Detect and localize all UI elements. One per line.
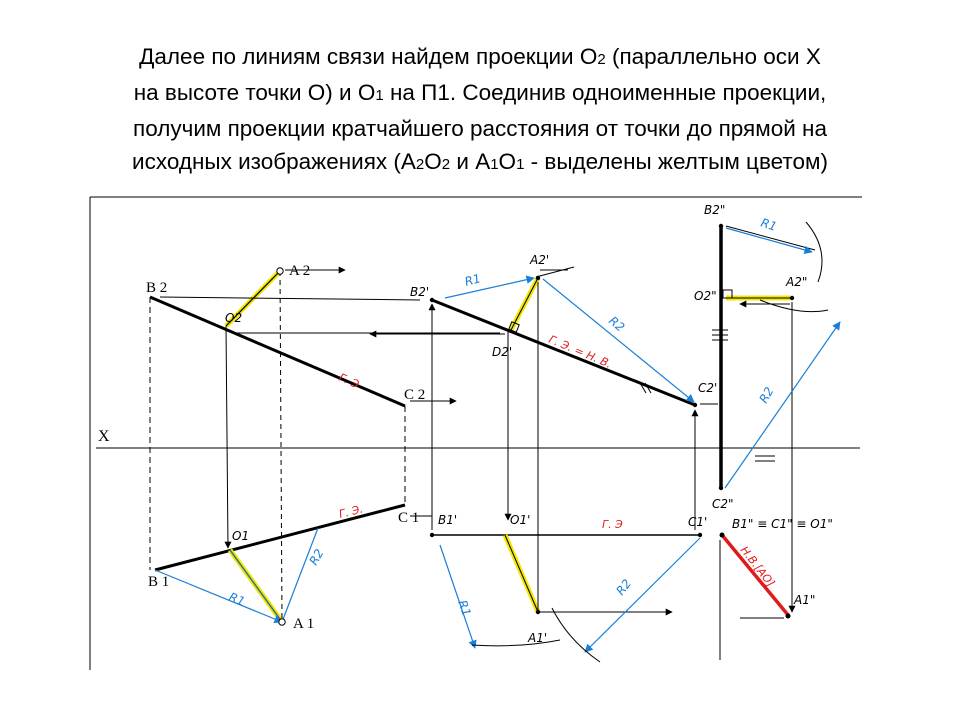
label-o1p: O1' [510, 513, 531, 527]
label-o2pp: O2" [694, 289, 717, 303]
label-r2-low: R2 [613, 576, 635, 598]
blue-o-mid-a1 [282, 528, 318, 622]
label-coincident: B1" ≡ C1" ≡ O1" [732, 517, 833, 531]
line-b2-c2 [150, 297, 405, 406]
middle-projection [430, 267, 718, 662]
point-c1p [698, 533, 702, 537]
heading-line-1: Далее по линиям связи найдем проекции О2 (параллельно оси Х [139, 44, 821, 69]
point-b1pp [720, 533, 725, 538]
line-b2p-c2p [432, 300, 695, 405]
point-c2pp [719, 486, 723, 490]
line-b1-c1 [155, 505, 405, 570]
label-r2-mid: R2 [606, 313, 628, 335]
heading-line-2: на высоте точки О) и О1 на П1. Соединив одноименные проекции, [133, 80, 827, 105]
label-ge-mid: Г. Э [602, 518, 623, 531]
label-b2: B 2 [146, 280, 168, 296]
blue-r2-low [585, 538, 700, 652]
left-projection [150, 268, 505, 625]
arc-r1-right [806, 222, 822, 282]
drawing-frame [90, 197, 862, 670]
label-ge-front-left: Г. Э [336, 370, 362, 392]
label-r2-left: R2 [306, 546, 327, 568]
label-o1: O1 [232, 529, 250, 543]
point-a2p [536, 276, 540, 280]
link-b2-right [160, 297, 420, 300]
link-o-down [226, 326, 228, 548]
label-a1p: A1' [528, 631, 548, 645]
label-c2p: C2' [698, 381, 718, 395]
arc-r2-right [760, 300, 828, 312]
point-a1pp [786, 614, 791, 619]
point-a2 [277, 268, 283, 274]
point-b2p [430, 298, 434, 302]
label-b1p: B1' [438, 513, 458, 527]
label-b2p: B2' [410, 285, 430, 299]
red-nv-ao [722, 535, 788, 615]
label-r1-low: R1 [455, 598, 474, 619]
point-c2p [693, 403, 697, 407]
label-ge-nv: Г. Э. = Н. В. [546, 332, 614, 371]
label-d2p: D2' [492, 345, 513, 359]
label-b1: B 1 [148, 574, 170, 590]
label-c1: C 1 [398, 510, 420, 526]
label-nv-ao: Н.В.[AO] [737, 543, 778, 590]
blue-r1-low [440, 545, 475, 648]
heading-line-4: исходных изображениях (А2О2 и А1О1 - выделены желтым цветом) [132, 149, 828, 174]
label-c2: C 2 [404, 387, 426, 403]
label-o2: O2 [225, 311, 243, 325]
heading-line-3: получим проекции кратчайшего расстояния от точки до прямой на [133, 116, 827, 141]
x-axis-label: X [98, 428, 110, 445]
label-a1: A 1 [293, 616, 315, 632]
point-a1p [536, 610, 540, 614]
right-projection [712, 222, 840, 660]
label-a1pp: A1" [794, 593, 816, 607]
label-r1-left: R1 [226, 589, 247, 609]
point-b2pp [719, 224, 723, 228]
blue-r2-right [725, 322, 840, 488]
label-r1-right: R1 [759, 215, 779, 234]
label-a2: A 2 [289, 263, 311, 279]
arc-r2-mid [552, 608, 600, 662]
blue-r1-arrow-mid [445, 278, 534, 298]
label-c2pp: C2" [712, 497, 734, 511]
label-r1-mid: R1 [463, 271, 483, 289]
point-a2pp [790, 296, 794, 300]
point-b1p [430, 533, 434, 537]
label-r2-right: R2 [756, 384, 777, 406]
label-a2pp: A2" [786, 275, 808, 289]
label-c1p: C1' [688, 515, 708, 529]
label-b2pp: B2" [704, 203, 726, 217]
label-a2p: A2' [530, 253, 550, 267]
link-a-dashed [280, 271, 282, 622]
point-a1 [279, 619, 285, 625]
label-ge-top-left: Г. Э. [337, 502, 365, 521]
